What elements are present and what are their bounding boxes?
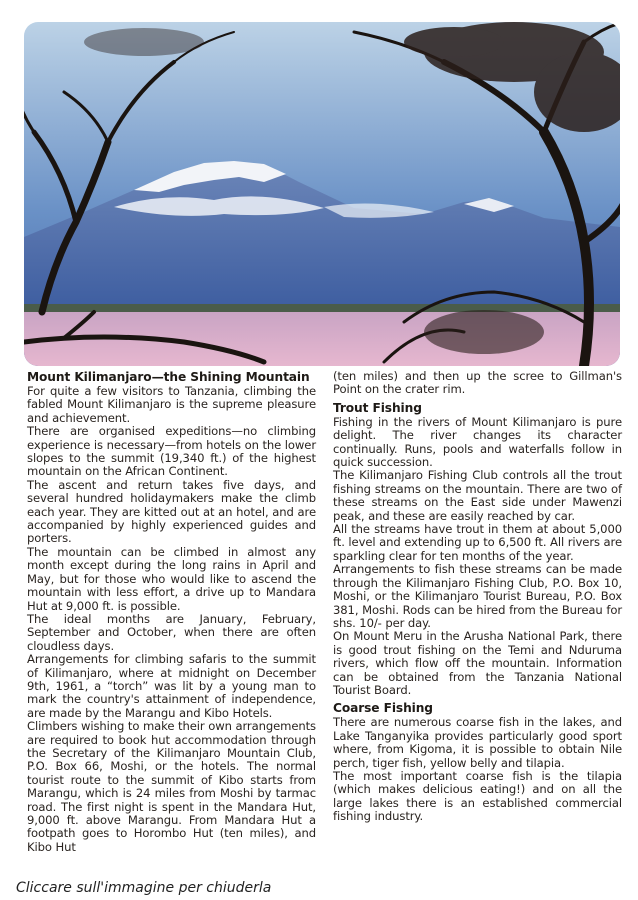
right-column <box>333 370 622 824</box>
paragraph: For quite a few visitors to Tanzania, climbing the fabled Mount Kilimanjaro is the supreme pleasure and achievement. <box>27 384 316 425</box>
paragraph: The most important coarse fish is the tilapia (which makes delicious eating!) and on all the large lakes there is an established commercial fishing industry. <box>333 768 622 824</box>
kilimanjaro-photo[interactable] <box>24 22 620 366</box>
paragraph: Arrangements to fish these streams can be made through the Kilimanjaro Fishing Club, P.O. Box 10, Moshi, or the Kilimanjaro Tourist Bureau, P.O. Box 381, Moshi. Rods can be hired from the Bureau for shs. 10/- per day. <box>333 562 622 630</box>
paragraph: There are numerous coarse fish in the lakes, and Lake Tanganyika provides particularly good sport where, from Kigoma, it is possible to obtain Nile perch, tiger fish, yellow belly and tilapia. <box>333 715 622 770</box>
paragraph: The mountain can be climbed in almost any month except during the long rains in April and May, but for those who would like to ascend the mountain with less effort, a drive up to Mandara Hut at 9,000 ft. is possible. <box>27 544 316 613</box>
paragraph: Arrangements for climbing safaris to the summit of Kilimanjaro, where at midnight on December 9th, 1961, a “torch” was lit by a young man to mark the country's attainment of independence, are made by the Marangu and Kibo Hotels. <box>27 652 316 720</box>
trout-fishing-heading: Trout Fishing <box>333 400 422 415</box>
paragraph: Fishing in the rivers of Mount Kilimanjaro is pure delight. The river changes its character continually. Runs, pools and waterfalls follow in quick succession. <box>333 414 622 470</box>
paragraph: There are organised expeditions—no climbing experience is necessary—from hotels on the lower slopes to the summit (19,340 ft.) of the highest mountain on the African Continent. <box>27 424 316 479</box>
paragraph: The ascent and return takes five days, and several hundred holidaymakers make the climb each year. They are kitted out at an hotel, and are accompanied by highly experienced guides and porters. <box>27 477 316 546</box>
continued-paragraph: (ten miles) and then up the scree to Gillman's Point on the crater rim. <box>333 369 622 397</box>
kilimanjaro-heading: Mount Kilimanjaro—the Shining Mountain <box>27 370 310 384</box>
paragraph: All the streams have trout in them at about 5,000 ft. level and extending up to 6,500 ft. All rivers are sparkling clear for ten months of the year. <box>333 522 622 563</box>
kilimanjaro-landscape-image <box>24 22 620 366</box>
paragraph: On Mount Meru in the Arusha National Park, there is good trout fishing on the Temi and Nduruma rivers, which flow off the mountain. Information can be obtained from the Tanzania National Tourist Board. <box>333 629 622 697</box>
paragraph: Climbers wishing to make their own arrangements are required to book hut accommodation through the Secretary of the Kilimanjaro Mountain Club, P.O. Box 66, Moshi, or the hotels. The normal tourist route to the summit of Kibo starts from Marangu, which is 24 miles from Moshi by tarmac road. The first night is spent in the Mandara Hut, 9,000 ft. above Marangu. From Mandara Hut a footpath goes to Horombo Hut (ten miles), and Kibo Hut <box>27 719 316 854</box>
paragraph: The Kilimanjaro Fishing Club controls all the trout fishing streams on the mountain. There are two of these streams on the East side under Mawenzi peak, and these are easily reached by car. <box>333 468 622 523</box>
left-column <box>27 370 316 854</box>
coarse-fishing-heading: Coarse Fishing <box>333 701 433 716</box>
paragraph: The ideal months are January, February, September and October, when there are often cloudless days. <box>27 611 316 653</box>
close-image-link[interactable]: Cliccare sull'immagine per chiuderla <box>16 880 272 896</box>
